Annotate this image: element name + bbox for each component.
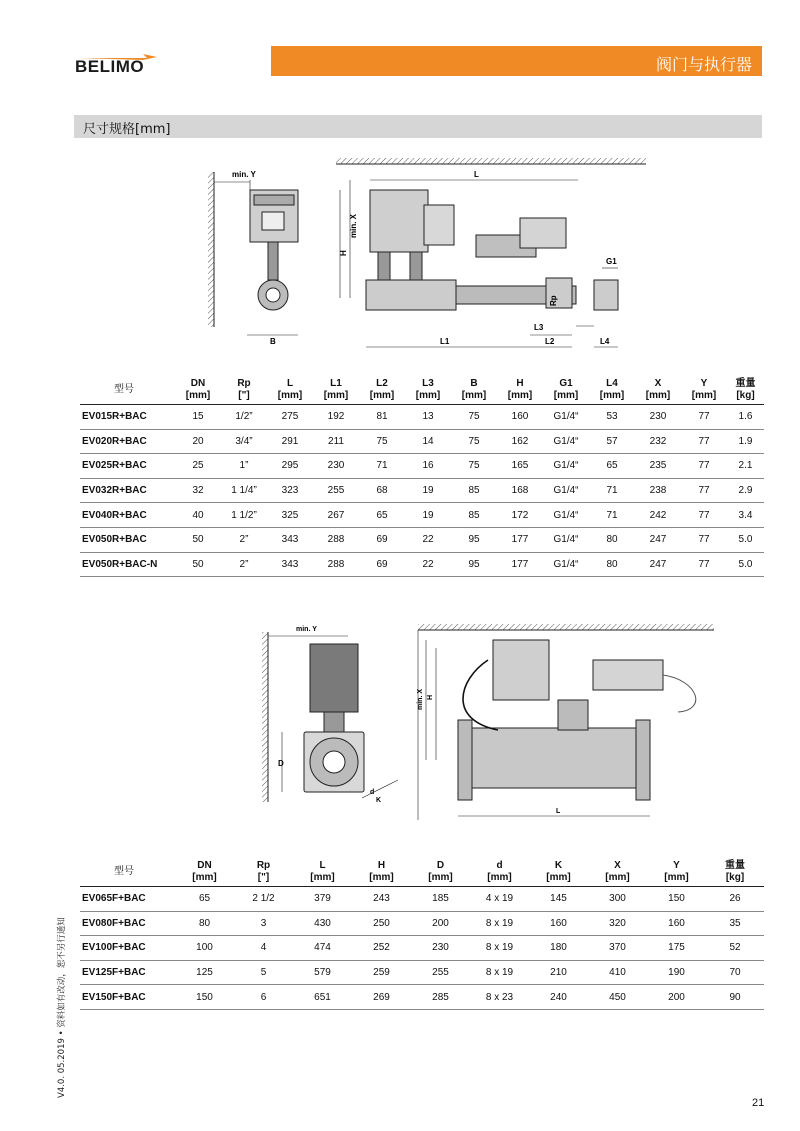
column-header: Rp ["] <box>221 378 267 405</box>
flanged-valve-dimension-drawing <box>258 620 718 830</box>
table-cell: 19 <box>405 478 451 503</box>
table-cell: 165 <box>497 454 543 479</box>
table-cell: 95 <box>451 552 497 577</box>
table-cell: 5.0 <box>727 552 764 577</box>
dim-label-k: K <box>376 797 382 804</box>
flanged-valve-spec-table <box>80 860 764 1010</box>
column-header: L1 [mm] <box>313 378 359 405</box>
table-cell: 52 <box>706 936 764 961</box>
table-cell: 295 <box>267 454 313 479</box>
table-body <box>80 887 764 1010</box>
table-cell: 240 <box>529 985 588 1010</box>
column-header: Rp ["] <box>234 860 293 887</box>
table-cell: 235 <box>635 454 681 479</box>
column-header: Y [mm] <box>647 860 706 887</box>
table-cell: 200 <box>411 911 470 936</box>
table-cell: 259 <box>352 960 411 985</box>
table-cell: G1/4“ <box>543 503 589 528</box>
table-cell: 8 x 19 <box>470 960 529 985</box>
table-cell: 80 <box>589 552 635 577</box>
table-cell: 379 <box>293 887 352 912</box>
table-cell: 150 <box>175 985 234 1010</box>
column-header: L [mm] <box>267 378 313 405</box>
revision-note: V4.0. 05.2019 • 资料如有改动，恕不另行通知 <box>57 917 67 1098</box>
column-header: L3 [mm] <box>405 378 451 405</box>
table-cell: 325 <box>267 503 313 528</box>
table-cell: 70 <box>706 960 764 985</box>
model-cell: EV100F+BAC <box>80 936 175 961</box>
table-row <box>80 454 764 479</box>
model-cell: EV040R+BAC <box>80 503 175 528</box>
table-cell: 269 <box>352 985 411 1010</box>
table-cell: 75 <box>451 454 497 479</box>
column-header: d [mm] <box>470 860 529 887</box>
table-cell: 57 <box>589 429 635 454</box>
dim-label-h: H <box>427 694 434 700</box>
dim-label-l: L <box>474 170 479 179</box>
model-cell: EV032R+BAC <box>80 478 175 503</box>
table-row <box>80 478 764 503</box>
table-cell: 15 <box>175 405 221 430</box>
logo-text: BELIMO <box>75 57 145 76</box>
model-cell: EV125F+BAC <box>80 960 175 985</box>
column-header: H [mm] <box>497 378 543 405</box>
table-cell: 267 <box>313 503 359 528</box>
table-cell: 71 <box>589 503 635 528</box>
dim-label-h: H <box>339 250 348 256</box>
table-cell: 288 <box>313 527 359 552</box>
table-cell: 250 <box>352 911 411 936</box>
table-cell: 252 <box>352 936 411 961</box>
table-cell: 410 <box>588 960 647 985</box>
table-cell: 255 <box>411 960 470 985</box>
table-cell: 192 <box>313 405 359 430</box>
table-cell: 275 <box>267 405 313 430</box>
table-cell: 125 <box>175 960 234 985</box>
table-row <box>80 405 764 430</box>
table-cell: G1/4“ <box>543 478 589 503</box>
column-header: X [mm] <box>635 378 681 405</box>
column-header: B [mm] <box>451 378 497 405</box>
table-cell: 255 <box>313 478 359 503</box>
table-row <box>80 429 764 454</box>
table-cell: 3 <box>234 911 293 936</box>
table-cell: 40 <box>175 503 221 528</box>
page-category-title: 阀门与执行器 <box>655 55 752 74</box>
header-band <box>271 46 762 76</box>
table-cell: 180 <box>529 936 588 961</box>
table-cell: 69 <box>359 527 405 552</box>
table-cell: G1/4“ <box>543 552 589 577</box>
table-cell: 77 <box>681 552 727 577</box>
table-cell: 95 <box>451 527 497 552</box>
table-cell: 291 <box>267 429 313 454</box>
table-cell: 160 <box>647 911 706 936</box>
model-cell: EV080F+BAC <box>80 911 175 936</box>
table-cell: 300 <box>588 887 647 912</box>
model-column-header: 型号 <box>80 860 175 887</box>
table-body <box>80 405 764 577</box>
table-cell: 32 <box>175 478 221 503</box>
table-cell: 4 x 19 <box>470 887 529 912</box>
belimo-logo <box>75 52 159 78</box>
table-cell: 100 <box>175 936 234 961</box>
table-cell: 160 <box>497 405 543 430</box>
dim-label-minx: min. X <box>349 213 358 238</box>
column-header: DN [mm] <box>175 860 234 887</box>
table-cell: 16 <box>405 454 451 479</box>
table-cell: 65 <box>175 887 234 912</box>
table-row <box>80 887 764 912</box>
page-number: 21 <box>752 1097 765 1109</box>
table-cell: 65 <box>359 503 405 528</box>
column-header: G1 [mm] <box>543 378 589 405</box>
table-cell: 177 <box>497 552 543 577</box>
table-cell: 50 <box>175 527 221 552</box>
column-header: Y [mm] <box>681 378 727 405</box>
table-cell: 185 <box>411 887 470 912</box>
table-cell: 243 <box>352 887 411 912</box>
table-cell: 77 <box>681 405 727 430</box>
table-cell: G1/4“ <box>543 527 589 552</box>
column-header: H [mm] <box>352 860 411 887</box>
table-cell: 1.9 <box>727 429 764 454</box>
table-cell: 2” <box>221 527 267 552</box>
table-cell: 230 <box>411 936 470 961</box>
table-cell: 1 1/2” <box>221 503 267 528</box>
table-cell: 200 <box>647 985 706 1010</box>
table-cell: 2.9 <box>727 478 764 503</box>
table-cell: 172 <box>497 503 543 528</box>
model-cell: EV025R+BAC <box>80 454 175 479</box>
section-title: 尺寸规格[mm] <box>83 122 171 137</box>
table-cell: 75 <box>359 429 405 454</box>
model-cell: EV015R+BAC <box>80 405 175 430</box>
table-cell: 150 <box>647 887 706 912</box>
table-cell: 50 <box>175 552 221 577</box>
table-cell: 71 <box>589 478 635 503</box>
table-cell: 75 <box>451 405 497 430</box>
table-cell: 190 <box>647 960 706 985</box>
table-cell: 247 <box>635 527 681 552</box>
table-row <box>80 960 764 985</box>
model-cell: EV050R+BAC <box>80 527 175 552</box>
table-cell: 22 <box>405 527 451 552</box>
table-cell: 8 x 23 <box>470 985 529 1010</box>
table-cell: 651 <box>293 985 352 1010</box>
dim-label-minx: min. X <box>417 688 424 710</box>
model-cell: EV065F+BAC <box>80 887 175 912</box>
table-cell: 53 <box>589 405 635 430</box>
table-cell: 77 <box>681 527 727 552</box>
table-cell: 80 <box>175 911 234 936</box>
table-cell: 430 <box>293 911 352 936</box>
dim-label-d-outer: D <box>278 759 284 768</box>
table-row <box>80 552 764 577</box>
table-cell: 211 <box>313 429 359 454</box>
table-cell: 579 <box>293 960 352 985</box>
table-cell: 160 <box>529 911 588 936</box>
table-row <box>80 503 764 528</box>
table-cell: 13 <box>405 405 451 430</box>
dim-label-l1: L1 <box>440 337 450 346</box>
dim-label-l2: L2 <box>545 337 555 346</box>
table-cell: 177 <box>497 527 543 552</box>
dim-label-b: B <box>270 337 276 346</box>
table-cell: 285 <box>411 985 470 1010</box>
table-cell: 162 <box>497 429 543 454</box>
column-header: DN [mm] <box>175 378 221 405</box>
table-cell: 80 <box>589 527 635 552</box>
column-header: L2 [mm] <box>359 378 405 405</box>
table-cell: 175 <box>647 936 706 961</box>
table-cell: 5.0 <box>727 527 764 552</box>
table-cell: 77 <box>681 478 727 503</box>
table-cell: 343 <box>267 527 313 552</box>
table-cell: 19 <box>405 503 451 528</box>
table-cell: 65 <box>589 454 635 479</box>
table-cell: 168 <box>497 478 543 503</box>
column-header: 重量 [kg] <box>706 860 764 887</box>
table-cell: 6 <box>234 985 293 1010</box>
table-cell: 77 <box>681 429 727 454</box>
table-cell: 2” <box>221 552 267 577</box>
table-cell: 230 <box>635 405 681 430</box>
table-cell: 77 <box>681 503 727 528</box>
table-cell: 247 <box>635 552 681 577</box>
section-bar <box>74 115 762 138</box>
column-header: L [mm] <box>293 860 352 887</box>
model-column-header: 型号 <box>80 378 175 405</box>
table-cell: 71 <box>359 454 405 479</box>
column-header: D [mm] <box>411 860 470 887</box>
threaded-valve-dimension-drawing <box>190 150 650 350</box>
table-cell: 323 <box>267 478 313 503</box>
dim-label-rp: Rp <box>549 295 558 306</box>
table-cell: 26 <box>706 887 764 912</box>
table-cell: 90 <box>706 985 764 1010</box>
table-cell: 242 <box>635 503 681 528</box>
table-cell: 14 <box>405 429 451 454</box>
table-cell: 69 <box>359 552 405 577</box>
table-cell: 85 <box>451 478 497 503</box>
table-cell: 1 1/4” <box>221 478 267 503</box>
table-cell: 81 <box>359 405 405 430</box>
table-cell: 1.6 <box>727 405 764 430</box>
table-cell: 8 x 19 <box>470 936 529 961</box>
table-cell: 3/4” <box>221 429 267 454</box>
table-cell: 232 <box>635 429 681 454</box>
table-cell: 343 <box>267 552 313 577</box>
table-cell: 145 <box>529 887 588 912</box>
table-row <box>80 911 764 936</box>
table-row <box>80 936 764 961</box>
table-cell: 3.4 <box>727 503 764 528</box>
table-cell: 2.1 <box>727 454 764 479</box>
table-cell: 450 <box>588 985 647 1010</box>
table-cell: 5 <box>234 960 293 985</box>
table-cell: 238 <box>635 478 681 503</box>
dim-label-g1: G1 <box>606 257 617 266</box>
table-cell: 35 <box>706 911 764 936</box>
dim-label-miny: min. Y <box>232 170 256 179</box>
dim-label-l3: L3 <box>534 323 544 332</box>
table-row <box>80 527 764 552</box>
column-header: 重量 [kg] <box>727 378 764 405</box>
table-cell: 230 <box>313 454 359 479</box>
table-cell: 25 <box>175 454 221 479</box>
dim-label-l: L <box>556 808 561 815</box>
dim-label-d-bolt: d <box>370 789 375 796</box>
threaded-valve-spec-table <box>80 378 764 577</box>
table-cell: 85 <box>451 503 497 528</box>
table-cell: 288 <box>313 552 359 577</box>
table-cell: 77 <box>681 454 727 479</box>
table-cell: 4 <box>234 936 293 961</box>
table-cell: 22 <box>405 552 451 577</box>
table-cell: 1/2” <box>221 405 267 430</box>
model-cell: EV020R+BAC <box>80 429 175 454</box>
column-header: L4 [mm] <box>589 378 635 405</box>
table-cell: 20 <box>175 429 221 454</box>
table-cell: 210 <box>529 960 588 985</box>
table-cell: 68 <box>359 478 405 503</box>
column-header: K [mm] <box>529 860 588 887</box>
model-cell: EV050R+BAC-N <box>80 552 175 577</box>
table-cell: 8 x 19 <box>470 911 529 936</box>
table-cell: 370 <box>588 936 647 961</box>
dim-label-miny: min. Y <box>296 626 317 633</box>
dim-label-l4: L4 <box>600 337 610 346</box>
table-cell: 320 <box>588 911 647 936</box>
table-cell: G1/4“ <box>543 429 589 454</box>
table-cell: 75 <box>451 429 497 454</box>
table-cell: G1/4“ <box>543 405 589 430</box>
table-cell: 2 1/2 <box>234 887 293 912</box>
model-cell: EV150F+BAC <box>80 985 175 1010</box>
table-cell: 474 <box>293 936 352 961</box>
column-header: X [mm] <box>588 860 647 887</box>
table-row <box>80 985 764 1010</box>
table-cell: G1/4“ <box>543 454 589 479</box>
table-cell: 1” <box>221 454 267 479</box>
